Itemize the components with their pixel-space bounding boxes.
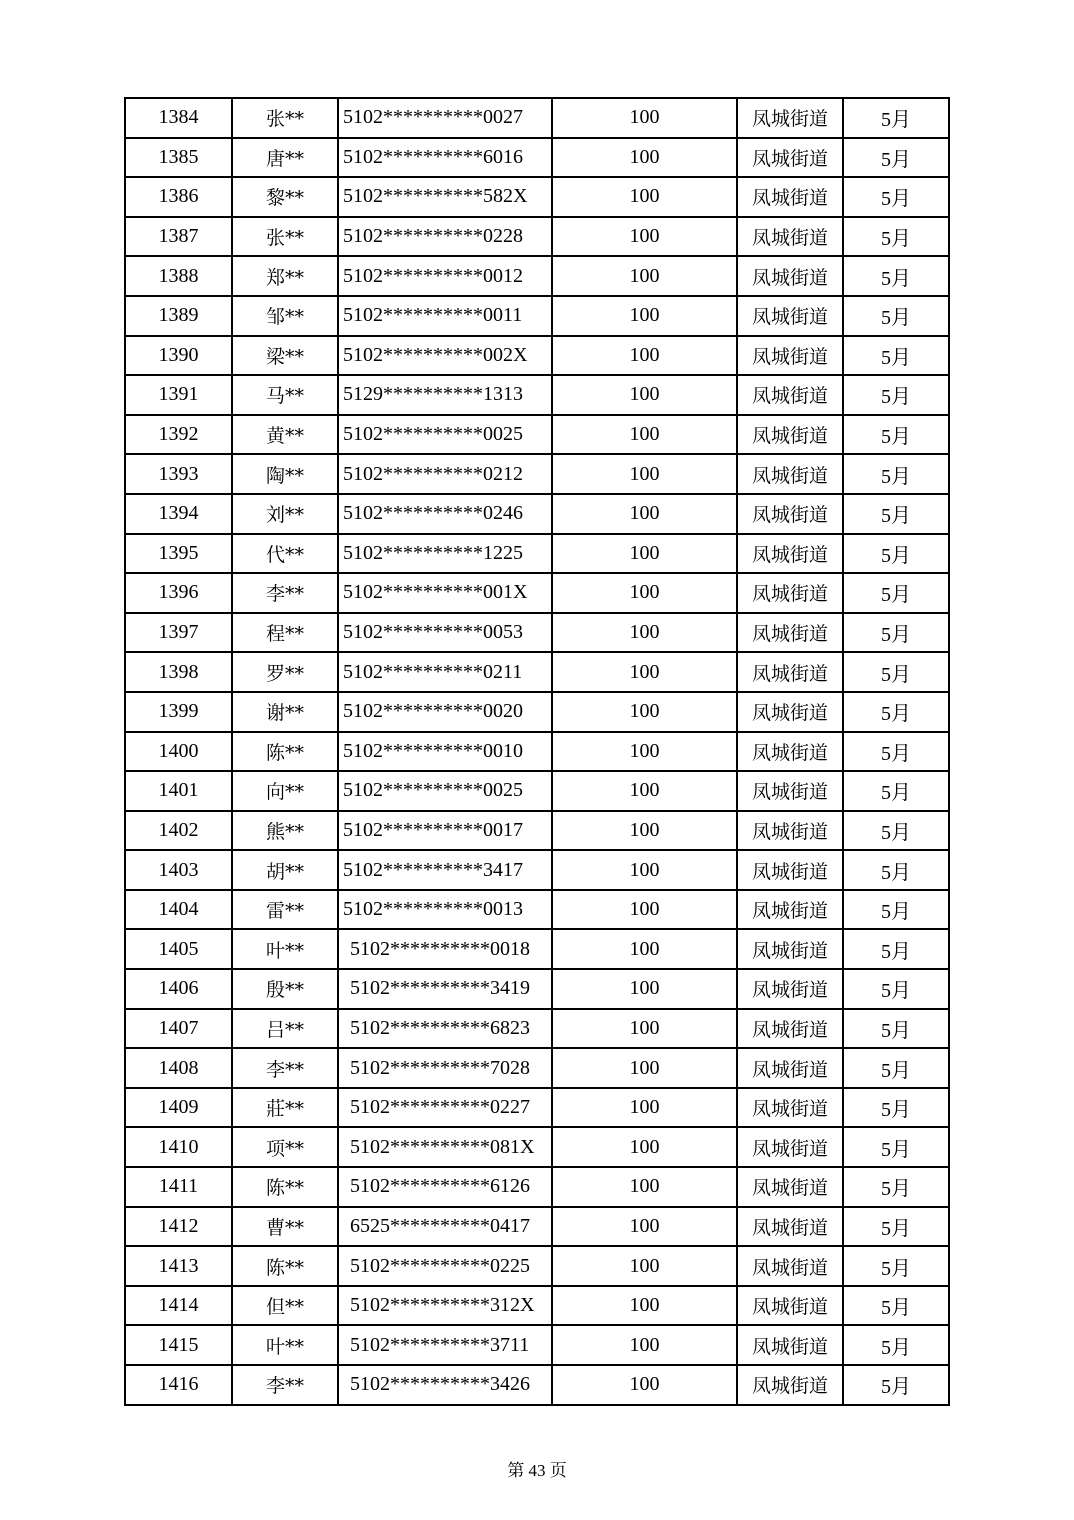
cell-month: 5月 — [843, 732, 949, 772]
cell-id-number: 5102**********081X — [338, 1127, 552, 1167]
table-row — [125, 296, 949, 336]
cell-id-number: 5102**********0225 — [338, 1246, 552, 1286]
cell-amount: 100 — [552, 1088, 737, 1128]
cell-month: 5月 — [843, 1127, 949, 1167]
cell-seq: 1407 — [125, 1009, 232, 1049]
cell-seq: 1391 — [125, 375, 232, 415]
cell-street: 凤城街道 — [737, 1009, 843, 1049]
cell-seq: 1411 — [125, 1167, 232, 1207]
cell-id-number: 5102**********6823 — [338, 1009, 552, 1049]
cell-name: 程** — [232, 613, 338, 653]
cell-month: 5月 — [843, 811, 949, 851]
cell-seq: 1387 — [125, 217, 232, 257]
cell-name: 代** — [232, 534, 338, 574]
cell-seq: 1397 — [125, 613, 232, 653]
cell-month: 5月 — [843, 692, 949, 732]
cell-amount: 100 — [552, 1325, 737, 1365]
cell-id-number: 5102**********582X — [338, 177, 552, 217]
cell-street: 凤城街道 — [737, 692, 843, 732]
cell-month: 5月 — [843, 336, 949, 376]
cell-month: 5月 — [843, 375, 949, 415]
cell-name: 但** — [232, 1286, 338, 1326]
cell-seq: 1414 — [125, 1286, 232, 1326]
cell-id-number: 5102**********0211 — [338, 652, 552, 692]
cell-street: 凤城街道 — [737, 1048, 843, 1088]
cell-id-number: 6525**********0417 — [338, 1207, 552, 1247]
cell-seq: 1410 — [125, 1127, 232, 1167]
cell-id-number: 5102**********0027 — [338, 98, 552, 138]
cell-name: 莊** — [232, 1088, 338, 1128]
cell-street: 凤城街道 — [737, 217, 843, 257]
cell-month: 5月 — [843, 929, 949, 969]
cell-seq: 1415 — [125, 1325, 232, 1365]
cell-month: 5月 — [843, 1286, 949, 1326]
cell-name: 雷** — [232, 890, 338, 930]
cell-name: 向** — [232, 771, 338, 811]
cell-amount: 100 — [552, 296, 737, 336]
table-row — [125, 494, 949, 534]
roster-table — [124, 97, 950, 1406]
cell-amount: 100 — [552, 771, 737, 811]
table-row — [125, 336, 949, 376]
cell-id-number: 5102**********0018 — [338, 929, 552, 969]
cell-name: 唐** — [232, 138, 338, 178]
cell-amount: 100 — [552, 890, 737, 930]
cell-name: 罗** — [232, 652, 338, 692]
cell-id-number: 5102**********0010 — [338, 732, 552, 772]
cell-name: 曹** — [232, 1207, 338, 1247]
cell-street: 凤城街道 — [737, 1127, 843, 1167]
cell-month: 5月 — [843, 296, 949, 336]
cell-seq: 1389 — [125, 296, 232, 336]
cell-seq: 1396 — [125, 573, 232, 613]
table-row — [125, 850, 949, 890]
cell-street: 凤城街道 — [737, 929, 843, 969]
cell-seq: 1416 — [125, 1365, 232, 1405]
cell-name: 马** — [232, 375, 338, 415]
table-row — [125, 138, 949, 178]
cell-street: 凤城街道 — [737, 890, 843, 930]
cell-amount: 100 — [552, 850, 737, 890]
cell-seq: 1395 — [125, 534, 232, 574]
page-number: 第 43 页 — [507, 1461, 567, 1480]
cell-month: 5月 — [843, 969, 949, 1009]
cell-id-number: 5102**********0212 — [338, 454, 552, 494]
cell-amount: 100 — [552, 256, 737, 296]
cell-amount: 100 — [552, 177, 737, 217]
cell-street: 凤城街道 — [737, 969, 843, 1009]
cell-month: 5月 — [843, 890, 949, 930]
table-row — [125, 692, 949, 732]
table-row — [125, 771, 949, 811]
cell-id-number: 5129**********1313 — [338, 375, 552, 415]
cell-seq: 1405 — [125, 929, 232, 969]
cell-street: 凤城街道 — [737, 494, 843, 534]
cell-street: 凤城街道 — [737, 613, 843, 653]
cell-street: 凤城街道 — [737, 534, 843, 574]
cell-seq: 1403 — [125, 850, 232, 890]
cell-month: 5月 — [843, 1325, 949, 1365]
cell-name: 项** — [232, 1127, 338, 1167]
cell-street: 凤城街道 — [737, 415, 843, 455]
roster-body — [125, 98, 949, 1405]
cell-name: 张** — [232, 98, 338, 138]
cell-seq: 1394 — [125, 494, 232, 534]
cell-name: 叶** — [232, 1325, 338, 1365]
cell-name: 吕** — [232, 1009, 338, 1049]
cell-street: 凤城街道 — [737, 336, 843, 376]
cell-street: 凤城街道 — [737, 811, 843, 851]
table-row — [125, 177, 949, 217]
table-row — [125, 1009, 949, 1049]
cell-name: 李** — [232, 1365, 338, 1405]
cell-month: 5月 — [843, 771, 949, 811]
cell-street: 凤城街道 — [737, 652, 843, 692]
table-row — [125, 652, 949, 692]
cell-id-number: 5102**********0017 — [338, 811, 552, 851]
cell-amount: 100 — [552, 969, 737, 1009]
table-row — [125, 811, 949, 851]
table-row — [125, 534, 949, 574]
cell-name: 刘** — [232, 494, 338, 534]
table-row — [125, 98, 949, 138]
cell-seq: 1400 — [125, 732, 232, 772]
cell-street: 凤城街道 — [737, 1246, 843, 1286]
table-row — [125, 613, 949, 653]
cell-street: 凤城街道 — [737, 771, 843, 811]
cell-id-number: 5102**********0025 — [338, 771, 552, 811]
cell-id-number: 5102**********0020 — [338, 692, 552, 732]
cell-name: 叶** — [232, 929, 338, 969]
cell-month: 5月 — [843, 1088, 949, 1128]
table-row — [125, 256, 949, 296]
cell-street: 凤城街道 — [737, 375, 843, 415]
cell-amount: 100 — [552, 811, 737, 851]
cell-amount: 100 — [552, 1127, 737, 1167]
cell-id-number: 5102**********0013 — [338, 890, 552, 930]
cell-month: 5月 — [843, 534, 949, 574]
cell-street: 凤城街道 — [737, 256, 843, 296]
table-row — [125, 217, 949, 257]
cell-name: 陈** — [232, 732, 338, 772]
cell-seq: 1404 — [125, 890, 232, 930]
cell-name: 邹** — [232, 296, 338, 336]
cell-month: 5月 — [843, 613, 949, 653]
cell-seq: 1384 — [125, 98, 232, 138]
table-row — [125, 732, 949, 772]
cell-id-number: 5102**********0246 — [338, 494, 552, 534]
cell-id-number: 5102**********312X — [338, 1286, 552, 1326]
cell-id-number: 5102**********3417 — [338, 850, 552, 890]
table-row — [125, 1088, 949, 1128]
cell-seq: 1392 — [125, 415, 232, 455]
cell-seq: 1412 — [125, 1207, 232, 1247]
cell-id-number: 5102**********3426 — [338, 1365, 552, 1405]
cell-amount: 100 — [552, 929, 737, 969]
cell-street: 凤城街道 — [737, 1325, 843, 1365]
cell-name: 梁** — [232, 336, 338, 376]
cell-amount: 100 — [552, 375, 737, 415]
table-row — [125, 1048, 949, 1088]
cell-amount: 100 — [552, 534, 737, 574]
cell-id-number: 5102**********0228 — [338, 217, 552, 257]
cell-amount: 100 — [552, 336, 737, 376]
cell-month: 5月 — [843, 256, 949, 296]
cell-amount: 100 — [552, 652, 737, 692]
cell-id-number: 5102**********0227 — [338, 1088, 552, 1128]
cell-street: 凤城街道 — [737, 1365, 843, 1405]
table-row — [125, 929, 949, 969]
cell-seq: 1401 — [125, 771, 232, 811]
cell-month: 5月 — [843, 98, 949, 138]
cell-id-number: 5102**********001X — [338, 573, 552, 613]
cell-seq: 1399 — [125, 692, 232, 732]
cell-month: 5月 — [843, 138, 949, 178]
cell-id-number: 5102**********0025 — [338, 415, 552, 455]
cell-name: 陶** — [232, 454, 338, 494]
cell-street: 凤城街道 — [737, 454, 843, 494]
cell-seq: 1413 — [125, 1246, 232, 1286]
cell-month: 5月 — [843, 1246, 949, 1286]
table-row — [125, 1325, 949, 1365]
cell-street: 凤城街道 — [737, 98, 843, 138]
cell-name: 谢** — [232, 692, 338, 732]
cell-name: 黄** — [232, 415, 338, 455]
cell-street: 凤城街道 — [737, 177, 843, 217]
table-row — [125, 969, 949, 1009]
cell-id-number: 5102**********7028 — [338, 1048, 552, 1088]
cell-name: 殷** — [232, 969, 338, 1009]
cell-id-number: 5102**********1225 — [338, 534, 552, 574]
cell-amount: 100 — [552, 494, 737, 534]
cell-amount: 100 — [552, 573, 737, 613]
cell-name: 陈** — [232, 1167, 338, 1207]
cell-id-number: 5102**********3419 — [338, 969, 552, 1009]
cell-amount: 100 — [552, 613, 737, 653]
cell-name: 胡** — [232, 850, 338, 890]
cell-seq: 1408 — [125, 1048, 232, 1088]
cell-id-number: 5102**********6126 — [338, 1167, 552, 1207]
cell-street: 凤城街道 — [737, 138, 843, 178]
table-row — [125, 1286, 949, 1326]
cell-month: 5月 — [843, 850, 949, 890]
cell-street: 凤城街道 — [737, 1167, 843, 1207]
cell-amount: 100 — [552, 1207, 737, 1247]
cell-seq: 1406 — [125, 969, 232, 1009]
table-row — [125, 573, 949, 613]
cell-seq: 1388 — [125, 256, 232, 296]
cell-street: 凤城街道 — [737, 573, 843, 613]
table-row — [125, 1167, 949, 1207]
cell-month: 5月 — [843, 652, 949, 692]
cell-month: 5月 — [843, 454, 949, 494]
cell-id-number: 5102**********0011 — [338, 296, 552, 336]
cell-amount: 100 — [552, 454, 737, 494]
table-row — [125, 1365, 949, 1405]
cell-street: 凤城街道 — [737, 732, 843, 772]
cell-month: 5月 — [843, 177, 949, 217]
cell-name: 郑** — [232, 256, 338, 296]
cell-name: 张** — [232, 217, 338, 257]
cell-id-number: 5102**********002X — [338, 336, 552, 376]
cell-seq: 1402 — [125, 811, 232, 851]
cell-id-number: 5102**********3711 — [338, 1325, 552, 1365]
cell-seq: 1390 — [125, 336, 232, 376]
table-row — [125, 1127, 949, 1167]
cell-amount: 100 — [552, 98, 737, 138]
cell-amount: 100 — [552, 1246, 737, 1286]
cell-month: 5月 — [843, 1048, 949, 1088]
cell-amount: 100 — [552, 732, 737, 772]
cell-street: 凤城街道 — [737, 1286, 843, 1326]
cell-month: 5月 — [843, 217, 949, 257]
cell-seq: 1398 — [125, 652, 232, 692]
cell-month: 5月 — [843, 1207, 949, 1247]
cell-street: 凤城街道 — [737, 296, 843, 336]
cell-month: 5月 — [843, 415, 949, 455]
cell-seq: 1385 — [125, 138, 232, 178]
cell-amount: 100 — [552, 138, 737, 178]
table-row — [125, 1207, 949, 1247]
cell-month: 5月 — [843, 1009, 949, 1049]
cell-amount: 100 — [552, 415, 737, 455]
cell-amount: 100 — [552, 217, 737, 257]
cell-name: 熊** — [232, 811, 338, 851]
cell-amount: 100 — [552, 1286, 737, 1326]
cell-street: 凤城街道 — [737, 1207, 843, 1247]
cell-id-number: 5102**********6016 — [338, 138, 552, 178]
table-row — [125, 454, 949, 494]
cell-name: 黎** — [232, 177, 338, 217]
cell-name: 陈** — [232, 1246, 338, 1286]
cell-amount: 100 — [552, 692, 737, 732]
cell-id-number: 5102**********0012 — [338, 256, 552, 296]
table-row — [125, 375, 949, 415]
cell-id-number: 5102**********0053 — [338, 613, 552, 653]
cell-street: 凤城街道 — [737, 850, 843, 890]
table-row — [125, 415, 949, 455]
cell-month: 5月 — [843, 1365, 949, 1405]
cell-amount: 100 — [552, 1365, 737, 1405]
cell-seq: 1386 — [125, 177, 232, 217]
cell-amount: 100 — [552, 1009, 737, 1049]
cell-month: 5月 — [843, 1167, 949, 1207]
cell-name: 李** — [232, 1048, 338, 1088]
cell-month: 5月 — [843, 494, 949, 534]
cell-amount: 100 — [552, 1048, 737, 1088]
cell-seq: 1409 — [125, 1088, 232, 1128]
cell-name: 李** — [232, 573, 338, 613]
cell-seq: 1393 — [125, 454, 232, 494]
cell-amount: 100 — [552, 1167, 737, 1207]
cell-street: 凤城街道 — [737, 1088, 843, 1128]
table-row — [125, 1246, 949, 1286]
table-row — [125, 890, 949, 930]
cell-month: 5月 — [843, 573, 949, 613]
